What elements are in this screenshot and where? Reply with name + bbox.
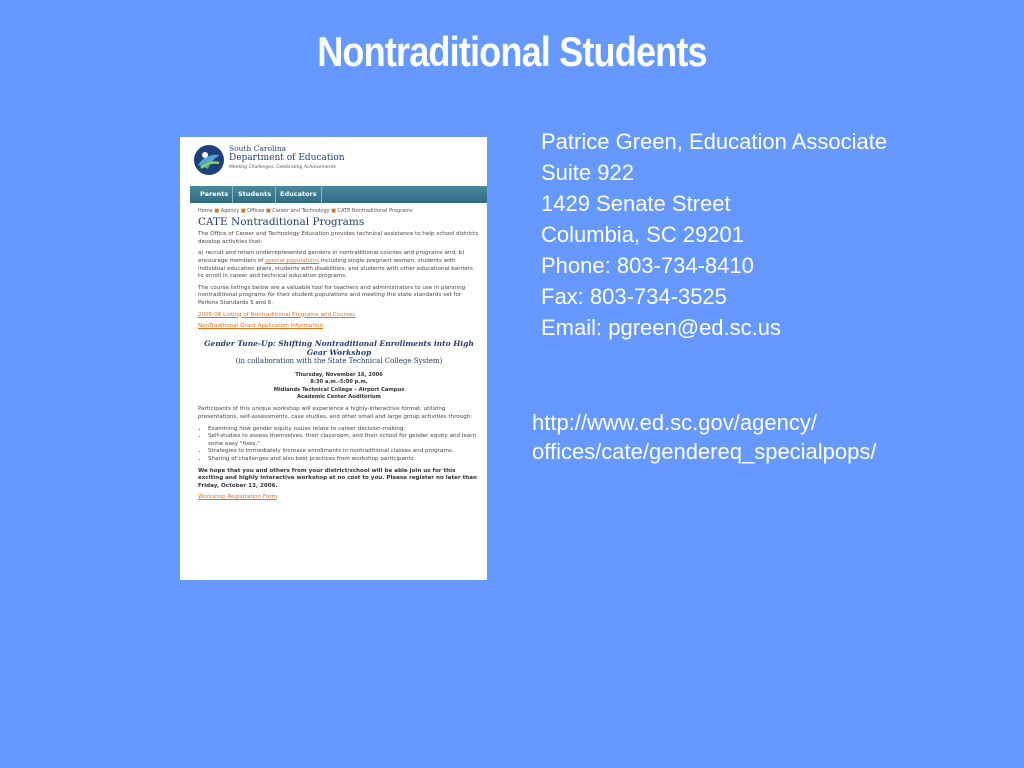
contact-email: Email: pgreen@ed.sc.us (541, 315, 782, 340)
course-paragraph: The course listings below are a valuable tool for teachers and administrators to use in planning nontraditional programs for their student populations and meeting the state standards set for Perkins Standards 5 and 6. (198, 284, 466, 306)
workshop-time: 8:30 a.m.-5:00 p.m. (310, 379, 368, 386)
nav-tab-educators[interactable]: Educators (276, 186, 322, 203)
workshop-title: Gender Tune-Up: Shifting Nontraditional Enrollments into High Gear Workshop (204, 338, 474, 357)
breadcrumb-home[interactable]: Home (198, 208, 213, 214)
url-line-1[interactable]: http://www.ed.sc.gov/agency/ (532, 410, 817, 435)
webpage-screenshot (180, 137, 487, 580)
sc-education-logo-icon (192, 143, 226, 177)
workshop-place: Midlands Technical College – Airport Campus (273, 386, 405, 393)
registration-link[interactable]: Workshop Registration Form (198, 494, 277, 501)
breadcrumb-separator-icon: ■ (331, 208, 336, 214)
screenshot-page-heading: CATE Nontraditional Programs (198, 215, 365, 228)
screenshot-nav-bar (190, 186, 487, 203)
breadcrumb-agency[interactable]: Agency (220, 208, 240, 214)
breadcrumb (198, 208, 480, 216)
activities-text-a: a) recruit and retain underrepresented genders in nontraditional courses and programs and; b) encourage members of (198, 250, 465, 264)
intro-paragraph: The Office of Career and Technology Education provides technical assistance to help school districts develop activities that: (198, 231, 479, 245)
contact-street: 1429 Senate Street (541, 191, 731, 216)
workshop-heading (198, 339, 480, 366)
list-item: • Sharing of challenges and also best practices from workshop participants. (208, 456, 480, 464)
closing-paragraph: We hope that you and others from your district/school will be able join us for this exciting and highly interactive workshop at no cost to you. Please register no later than Friday, October 13, 2006. (198, 467, 478, 489)
contact-phone: Phone: 803-734-8410 (541, 253, 754, 278)
special-populations-link[interactable]: special populations (265, 257, 320, 264)
list-item: • Examining how gender equity issues relate to career decision-making. (208, 426, 480, 434)
workshop-room: Academic Center Auditorium (297, 393, 381, 400)
workshop-subtitle: (in collaboration with the State Technical College System) (235, 356, 443, 365)
contact-block (541, 126, 887, 343)
participants-paragraph: Participants of this unique workshop will experience a highly-interactive format, utilizing presentations, self-assessments, case studies, and other small and large group activities through: (198, 406, 473, 420)
listing-link[interactable]: 2005-06 Listing of Nontraditional Programs and Courses (198, 311, 356, 318)
list-item: • Strategies to immediately increase enrollments in nontraditional classes and programs. (208, 448, 480, 456)
workshop-details (198, 372, 480, 402)
contact-city: Columbia, SC 29201 (541, 222, 745, 247)
nav-tab-parents[interactable]: Parents (196, 186, 233, 203)
contact-suite: Suite 922 (541, 160, 634, 185)
breadcrumb-offices[interactable]: Offices (247, 208, 265, 214)
workshop-date: Thursday, November 16, 2006 (295, 371, 383, 378)
nav-tab-students[interactable]: Students (234, 186, 276, 203)
breadcrumb-career-technology[interactable]: Career and Technology (272, 208, 330, 214)
breadcrumb-separator-icon: ■ (240, 208, 246, 214)
org-name-line1: South Carolina (229, 144, 287, 153)
list-item: • Self-studies to assess themselves, their classroom, and their school for gender equity and learn some easy "fixes." (208, 433, 480, 448)
contact-fax: Fax: 803-734-3525 (541, 284, 727, 309)
breadcrumb-current: CATE Nontraditional Programs (337, 208, 413, 214)
org-tagline: Meeting Challenges, Celebrating Achievements (229, 165, 336, 170)
reference-url[interactable] (532, 408, 877, 466)
url-line-2[interactable]: offices/cate/gendereq_specialpops/ (532, 439, 877, 464)
activities-paragraph (198, 250, 480, 280)
activities-text-b: including single pregnant women, students with individual education plans, students with disabilities, and students with other educational barriers to enroll in career and technical education programs. (198, 257, 473, 280)
screenshot-header (180, 137, 487, 185)
screenshot-content (198, 208, 480, 506)
workshop-bullet-list (198, 426, 480, 464)
breadcrumb-separator-icon: ■ (265, 208, 271, 214)
grant-link[interactable]: NonTraditional Grant Application Information (198, 323, 324, 330)
org-name-line2: Department of Education (229, 153, 345, 163)
breadcrumb-separator-icon: ■ (214, 208, 220, 214)
slide-title: Nontraditional Students (317, 28, 707, 75)
contact-name: Patrice Green, Education Associate (541, 129, 888, 154)
